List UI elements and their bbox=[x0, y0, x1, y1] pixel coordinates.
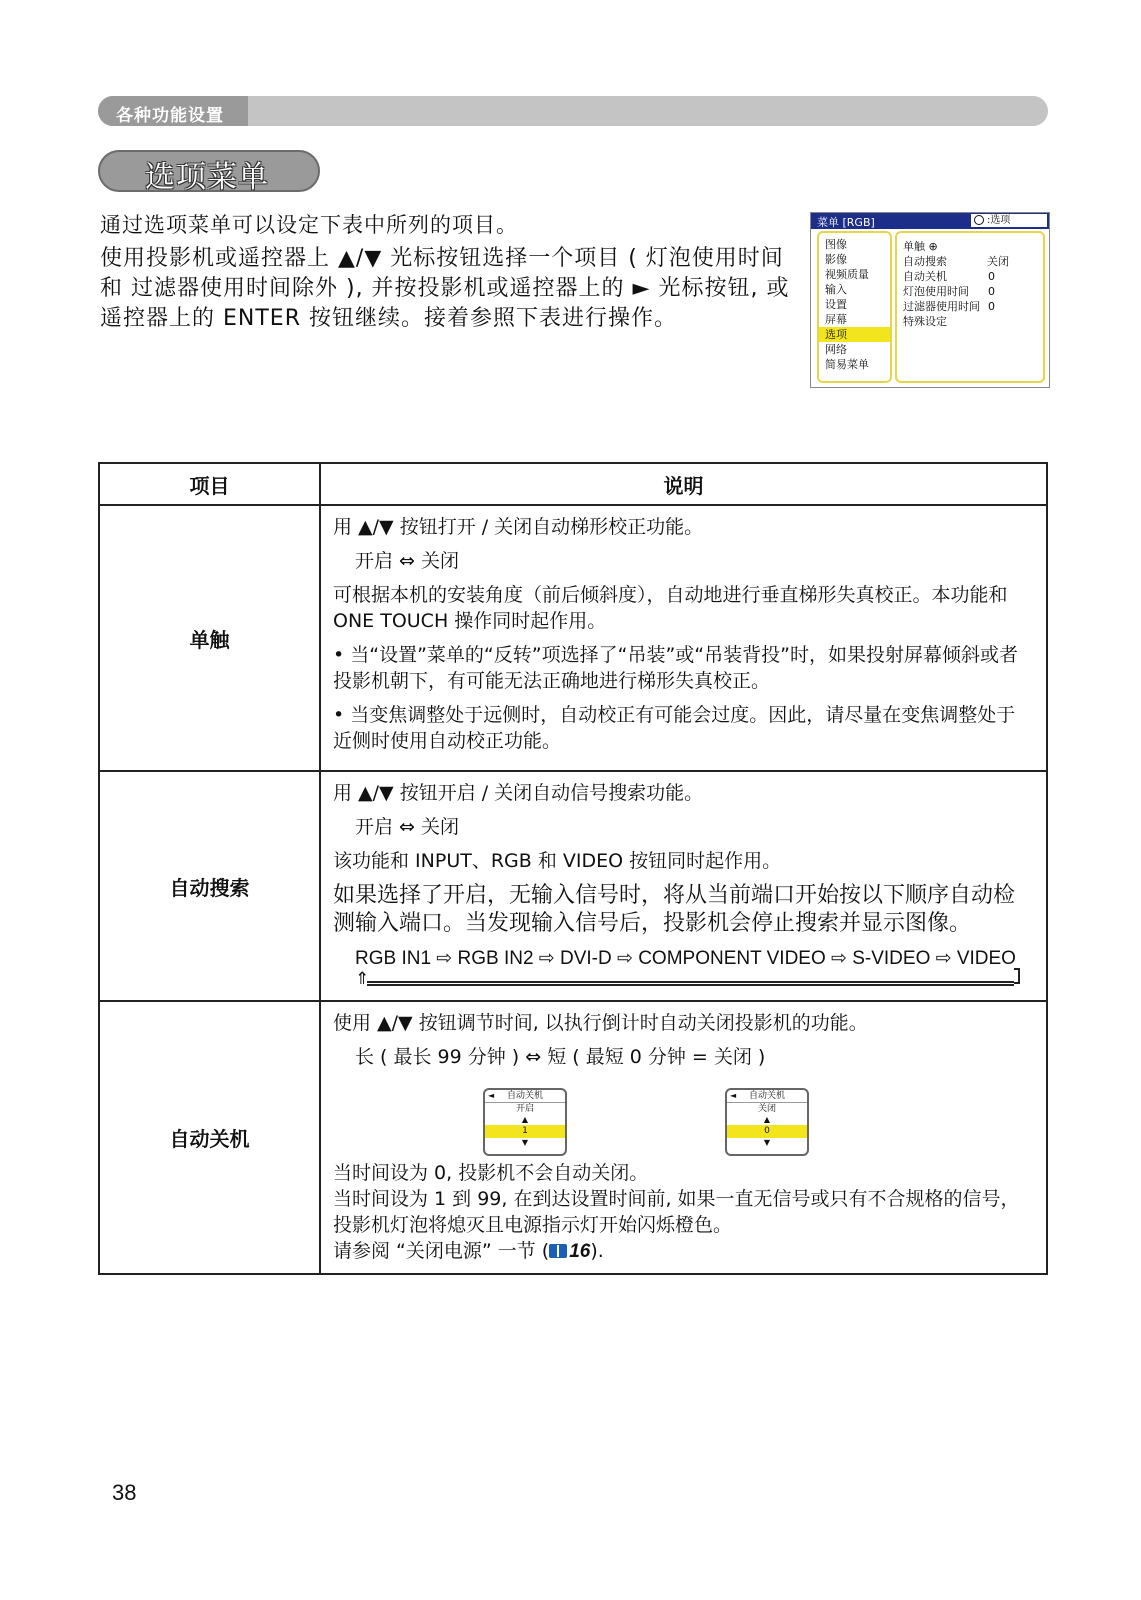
header-label: 各种功能设置 bbox=[116, 106, 224, 126]
row-description bbox=[320, 1001, 1047, 1274]
desc-reference bbox=[333, 1238, 1034, 1265]
table-row bbox=[99, 505, 1047, 771]
menu-item-input: 输入 bbox=[825, 283, 847, 296]
option-value: 0 bbox=[988, 270, 995, 283]
option-label: 特殊设定 bbox=[903, 315, 947, 328]
row-item-auto-search: 自动搜索 bbox=[99, 771, 320, 1001]
menu-item-network: 网络 bbox=[825, 343, 847, 356]
desc-line: 使用 ▲/▼ 按钮调节时间, 以执行倒计时自动关闭投影机的功能。 bbox=[333, 1012, 868, 1034]
table-header-row bbox=[99, 463, 1047, 505]
desc-line: 如果选择了开启，无输入信号时，将从当前端口开始按以下顺序自动检测输入端口。当发现输入信号后，投影机会停止搜索并显示图像。 bbox=[333, 883, 1016, 936]
widget-value: 1 bbox=[485, 1125, 565, 1138]
desc-range: 长 ( 最长 99 分钟 ) ⇔ 短 ( 最短 0 分钟 = 关闭 ) bbox=[355, 1046, 766, 1068]
reference-text: 请参阅 “关闭电源” 一节 ( bbox=[333, 1240, 550, 1262]
loop-line bbox=[367, 981, 1014, 986]
menu-option-row bbox=[897, 314, 1043, 329]
desc-line: 当时间设为 1 到 99, 在到达设置时间前, 如果一直无信号或只有不合规格的信号，投影机灯泡将熄灭且电源指示灯开始闪烁橙色。 bbox=[333, 1188, 1020, 1236]
widget-title: 自动关机 bbox=[506, 1091, 543, 1101]
desc-note: • 当“设置”菜单的“反转”项选择了“吊装”或“吊装背投”时，如果投射屏幕倾斜或者投影机朝下，有可能无法正确地进行梯形失真校正。 bbox=[333, 644, 1018, 692]
loop-end bbox=[1014, 968, 1020, 984]
option-label: 单触 ⊕ bbox=[903, 240, 938, 253]
menu-option-row bbox=[897, 269, 1043, 284]
intro-line-2: 使用投影机或遥控器上 ▲/▼ 光标按钮选择一个项目 ( 灯泡使用时间和 过滤器使用时间除外 ), 并按投影机或遥控器上的 ► 光标按钮, 或遥控器上的 ENTER 按钮继续。接着参照下表进行操作。 bbox=[100, 246, 790, 331]
left-arrow-icon: ◄ bbox=[488, 1091, 495, 1100]
book-icon bbox=[549, 1244, 567, 1258]
desc-line: 用 ▲/▼ 按钮打开 / 关闭自动梯形校正功能。 bbox=[333, 516, 704, 538]
reference-page: 16 bbox=[569, 1241, 591, 1262]
menu-item-easy-menu: 简易菜单 bbox=[825, 358, 869, 371]
widget-value: 0 bbox=[727, 1125, 807, 1138]
desc-line: 当时间设为 0, 投影机不会自动关闭。 bbox=[333, 1162, 649, 1184]
widget-header bbox=[485, 1090, 565, 1103]
menu-item-option-selected: 选项 bbox=[819, 327, 890, 342]
auto-off-widget-on bbox=[483, 1088, 567, 1156]
select-icon bbox=[974, 215, 984, 225]
menu-option-row bbox=[897, 254, 1043, 269]
menu-item-image: 图像 bbox=[825, 238, 847, 251]
option-value: 0 bbox=[988, 300, 995, 313]
widget-sub: 关闭 bbox=[757, 1104, 776, 1114]
options-table bbox=[98, 462, 1048, 1275]
option-label: 自动关机 bbox=[903, 270, 947, 283]
menu-item-screen: 屏幕 bbox=[825, 313, 847, 326]
reference-close: ). bbox=[590, 1240, 604, 1262]
desc-line: 该功能和 INPUT、RGB 和 VIDEO 按钮同时起作用。 bbox=[333, 850, 782, 872]
left-arrow-icon: ◄ bbox=[730, 1091, 737, 1100]
menu-top-right bbox=[971, 214, 1047, 227]
menu-top-right-label: :选项 bbox=[987, 215, 1011, 226]
widget-header bbox=[727, 1090, 807, 1103]
menu-title-bar bbox=[811, 213, 1049, 229]
option-value: 关闭 bbox=[987, 255, 1009, 268]
menu-title: 菜单 [RGB] bbox=[817, 216, 875, 229]
row-description bbox=[320, 771, 1047, 1001]
column-header-description: 说明 bbox=[320, 463, 1047, 505]
widget-title: 自动关机 bbox=[748, 1091, 785, 1101]
input-sequence: RGB IN1 ⇨ RGB IN2 ⇨ DVI-D ⇨ COMPONENT VIDEO ⇨ S-VIDEO ⇨ VIDEO bbox=[355, 948, 1016, 969]
desc-toggle: 开启 ⇔ 关闭 bbox=[355, 550, 459, 572]
column-header-item: 项目 bbox=[99, 463, 320, 505]
menu-item-video-quality: 视频质量 bbox=[825, 268, 869, 281]
option-label: 自动搜索 bbox=[903, 255, 947, 268]
row-description bbox=[320, 505, 1047, 771]
menu-left-list bbox=[817, 231, 892, 383]
table-row bbox=[99, 771, 1047, 1001]
menu-item-picture: 影像 bbox=[825, 253, 847, 266]
option-label: 灯泡使用时间 bbox=[903, 285, 969, 298]
desc-line: 可根据本机的安装角度（前后倾斜度），自动地进行垂直梯形失真校正。本功能和 ONE TOUCH 操作同时起作用。 bbox=[333, 584, 1008, 632]
menu-screenshot bbox=[810, 212, 1050, 388]
table-row bbox=[99, 1001, 1047, 1274]
desc-line: 用 ▲/▼ 按钮开启 / 关闭自动信号搜索功能。 bbox=[333, 782, 704, 804]
sequence-loop-arrow bbox=[355, 969, 1020, 992]
menu-right-list bbox=[895, 231, 1045, 383]
up-arrow-icon: ▲ bbox=[521, 1115, 529, 1124]
intro-line-1: 通过选项菜单可以设定下表中所列的项目。 bbox=[100, 213, 518, 237]
auto-off-widget-off bbox=[725, 1088, 809, 1156]
page-number: 38 bbox=[112, 1480, 137, 1505]
loop-up-arrow-icon: ⇑ bbox=[355, 969, 370, 989]
down-arrow-icon: ▼ bbox=[763, 1138, 771, 1147]
menu-item-setup: 设置 bbox=[825, 298, 847, 311]
row-item-auto-off: 自动关机 bbox=[99, 1001, 320, 1274]
menu-option-row bbox=[897, 284, 1043, 299]
menu-option-row bbox=[897, 299, 1043, 314]
row-item-one-touch: 单触 bbox=[99, 505, 320, 771]
widget-examples bbox=[333, 1078, 1034, 1160]
menu-option-row bbox=[897, 239, 1043, 254]
desc-note: • 当变焦调整处于远侧时，自动校正有可能会过度。因此，请尽量在变焦调整处于近侧时使用自动校正功能。 bbox=[333, 704, 1016, 752]
down-arrow-icon: ▼ bbox=[521, 1138, 529, 1147]
option-value: 0 bbox=[988, 285, 995, 298]
option-label: 过滤器使用时间 bbox=[903, 300, 980, 313]
desc-toggle: 开启 ⇔ 关闭 bbox=[355, 816, 459, 838]
up-arrow-icon: ▲ bbox=[763, 1115, 771, 1124]
section-title: 选项菜单 bbox=[145, 160, 269, 195]
widget-sub: 开启 bbox=[515, 1104, 534, 1114]
